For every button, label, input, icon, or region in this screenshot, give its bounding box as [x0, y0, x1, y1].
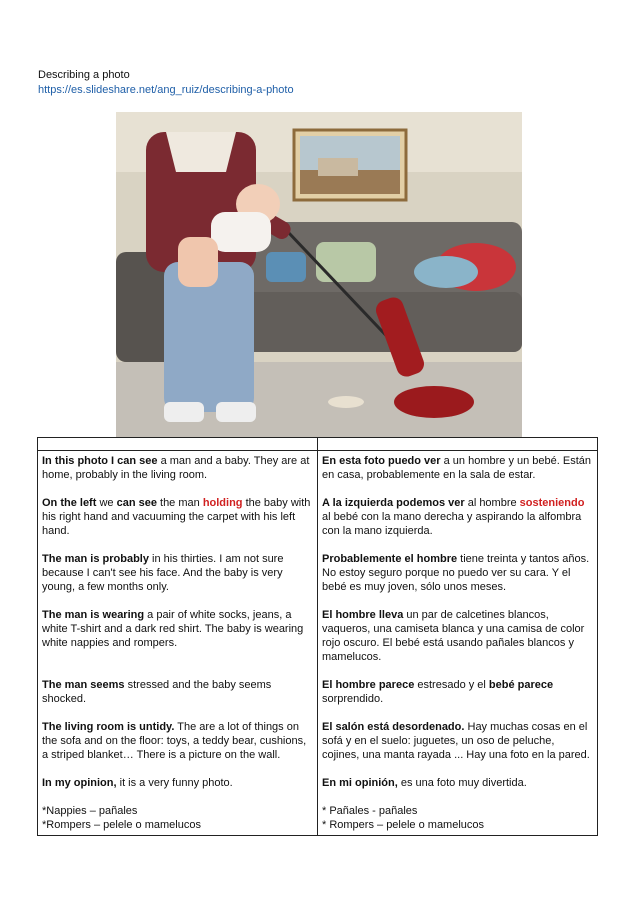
es-p1-lead: En esta foto puedo ver	[322, 455, 441, 467]
es-p5-text-b: sorprendido.	[322, 693, 384, 705]
photo-illustration	[116, 112, 522, 438]
en-p1-text: a man and a baby. They are at home, probably in the living room.	[42, 455, 310, 481]
english-column	[38, 451, 318, 835]
en-paragraph-2	[42, 496, 313, 552]
es-p4-text: un par de calcetines blancos, vaqueros, una camiseta blanca y una camisa de color rojo oscuro. El bebé está usando pañales blancos y mamelucos.	[322, 609, 585, 663]
es-paragraph-1	[322, 454, 593, 496]
table-header-row	[38, 438, 597, 451]
en-paragraph-5	[42, 678, 313, 720]
en-p2-highlight: holding	[202, 497, 243, 509]
es-p2-text-a: al hombre	[464, 497, 520, 509]
es-paragraph-4	[322, 608, 593, 678]
es-p6-text: Hay muchas cosas en el sofá y en el suelo: juguetes, un oso de peluche, cojines, una manta rayada ... Hay una foto en la pared.	[322, 721, 590, 761]
en-paragraph-3	[42, 552, 313, 608]
es-paragraph-6	[322, 720, 593, 776]
en-p7-lead: In my opinion,	[42, 777, 117, 789]
en-paragraph-1	[42, 454, 313, 496]
table-header-cell-left	[38, 438, 318, 450]
es-p4-lead: El hombre lleva	[322, 609, 404, 621]
es-paragraph-7	[322, 776, 593, 804]
es-p3-lead: Probablemente el hombre	[322, 553, 458, 565]
en-p2-lead: On the left	[42, 497, 97, 509]
es-p5-lead: El hombre parece	[322, 679, 415, 691]
es-p6-lead: El salón está desordenado.	[322, 721, 465, 733]
es-p7-text: es una foto muy divertida.	[397, 777, 527, 789]
en-p4-text: a pair of white socks, jeans, a white T-shirt and a dark red shirt. The baby is wearing white nappies and rompers.	[42, 609, 304, 649]
en-p4-lead: The man is wearing	[42, 609, 145, 621]
en-p1-lead: In this photo I can see	[42, 455, 158, 467]
en-p7-text: it is a very funny photo.	[116, 777, 233, 789]
en-p3-text: in his thirties. I am not sure because I can't see his face. And the baby is very young, a few months only.	[42, 553, 284, 593]
es-p5-keyword: bebé parece	[488, 679, 554, 691]
en-glossary-2: *Rompers – pelele o mamelucos	[42, 819, 201, 831]
es-p1-text: a un hombre y un bebé. Están en casa, probablemente en la sala de estar.	[322, 455, 592, 481]
es-p5-text-a: estresado y el	[414, 679, 489, 691]
es-p2-highlight: sosteniendo	[519, 497, 585, 509]
en-paragraph-7	[42, 776, 313, 804]
es-p3-text: tiene treinta y tantos años. No estoy seguro porque no puedo ver su cara. Y el bebé es muy joven, sólo unos meses.	[322, 553, 590, 593]
en-p2-text-a: we	[96, 497, 117, 509]
es-glossary-1: * Pañales - pañales	[322, 805, 418, 817]
table-header-cell-right	[318, 438, 597, 450]
en-paragraph-6	[42, 720, 313, 776]
es-paragraph-5	[322, 678, 593, 720]
en-p5-lead: The man seems	[42, 679, 125, 691]
spanish-column	[318, 451, 597, 835]
en-p6-text: The are a lot of things on the sofa and on the floor: toys, a teddy bear, cushions, a striped blanket… There is a picture on the wall.	[42, 721, 307, 761]
en-p5-text: stressed and the baby seems shocked.	[42, 679, 272, 705]
en-p2-text-c: the baby with his right hand and vacuuming the carpet with his left hand.	[42, 497, 311, 537]
es-paragraph-2	[322, 496, 593, 552]
en-p6-lead: The living room is untidy.	[42, 721, 175, 733]
en-p2-keyword: can see	[116, 497, 157, 509]
es-p7-lead: En mi opinión,	[322, 777, 398, 789]
table-body-row	[38, 451, 597, 835]
en-paragraph-4	[42, 608, 313, 678]
en-p3-lead: The man is probably	[42, 553, 149, 565]
es-paragraph-3	[322, 552, 593, 608]
document-title: Describing a photo	[38, 69, 130, 81]
description-table	[37, 437, 598, 836]
source-link[interactable]: https://es.slideshare.net/ang_ruiz/describing-a-photo	[38, 84, 294, 96]
es-glossary-2: * Rompers – pelele o mamelucos	[322, 819, 485, 831]
es-p2-text-b: al bebé con la mano derecha y aspirando la alfombra con la mano izquierda.	[322, 511, 582, 537]
es-p2-lead: A la izquierda podemos ver	[322, 497, 465, 509]
en-glossary-1: *Nappies – pañales	[42, 805, 138, 817]
photo-man-vacuuming-with-baby	[116, 112, 522, 438]
en-p2-text-b: the man	[156, 497, 203, 509]
